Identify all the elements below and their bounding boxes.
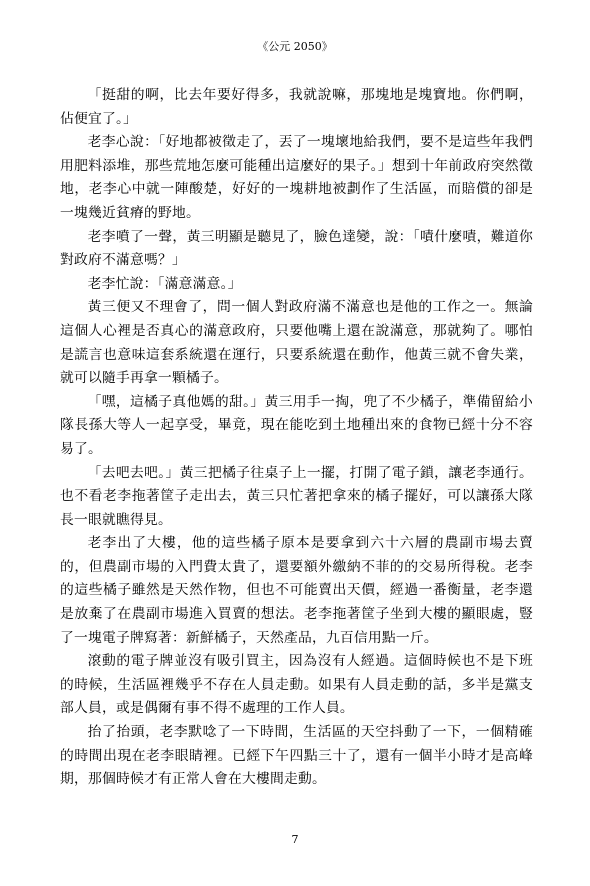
paragraph-4: 老李忙說：「滿意滿意。」 xyxy=(87,275,242,292)
paragraph-1: 「挺甜的啊，比去年要好得多，我就說嘛，那塊地是塊寶地。你們啊，佔便宜了。」 xyxy=(60,87,533,127)
paragraph-7: 「去吧去吧。」黃三把橘子往桌子上一擺，打開了電子鎖，讓老李通行。也不看老李拖著筐子走出去，黃三只忙著把拿來的橘子擺好，可以讓孫大隊長一眼就瞧得見。 xyxy=(60,464,533,528)
paragraph-3: 老李噴了一聲，黃三明顯是聽見了，臉色達變，說：「嘖什麼嘖，難道你對政府不滿意嗎？」 xyxy=(60,228,533,269)
page-number: 7 xyxy=(291,833,299,846)
paragraph-9: 滾動的電子牌並沒有吸引買主，因為沒有人經過。這個時候也不是下班的時候，生活區裡幾乎不存在人員走動。如果有人員走動的話，多半是黨支部人員，或是偶爾有事不得不處理的工作人員。 xyxy=(60,653,533,717)
paragraph-5: 黃三便又不理會了，問一個人對政府滿不滿意也是他的工作之一。無論這個人心裡是否真心的滿意政府，只要他嘴上還在說滿意，那就夠了。哪怕是謊言也意味這套系統還在運行，只要系統還在動作，他黃三就不會失業，就可以隨手再拿一顆橘子。 xyxy=(60,299,533,387)
paragraph-8: 老李出了大樓，他的這些橘子原本是要拿到六十六層的農副市場去賣的，但農副市場的入門費太貴了，還要額外繳納不菲的的交易所得稅。老李的這些橘子雖然是天然作物，但也不可能賣出天價，經過一番衡量，老李還是放棄了在農副市場進入買賣的想法。老李拖著筐子坐到大樓的顯眼處，豎了一塊電子牌寫著：新鮮橘子，天然產品，九百信用點一斤。 xyxy=(60,535,533,646)
paragraph-6: 「嘿，這橘子真他媽的甜。」黃三用手一掏，兜了不少橘子，準備留給小隊長孫大等人一起享受，畢竟，現在能吃到土地種出來的食物已經十分不容易了。 xyxy=(60,393,533,457)
paragraph-10: 抬了抬頭，老李默唸了一下時間，生活區的天空抖動了一下，一個精確的時間出現在老李眼睛裡。已經下午四點三十了，還有一個半小時才是高峰期，那個時候才有正常人會在大樓間走動。 xyxy=(60,724,533,788)
running-header-title: 《公元 2050》 xyxy=(257,40,333,53)
paragraph-2: 老李心說：「好地都被徵走了，丟了一塊壞地給我們，要不是這些年我們用肥料添堆，那些荒地怎麼可能種出這麼好的果子。」想到十年前政府突然徵地，老李心中就一陣酸楚，好好的一塊耕地被劃作了生活區，而賠償的卻是一塊幾近貧瘠的野地。 xyxy=(60,134,533,221)
body-text xyxy=(60,84,533,792)
